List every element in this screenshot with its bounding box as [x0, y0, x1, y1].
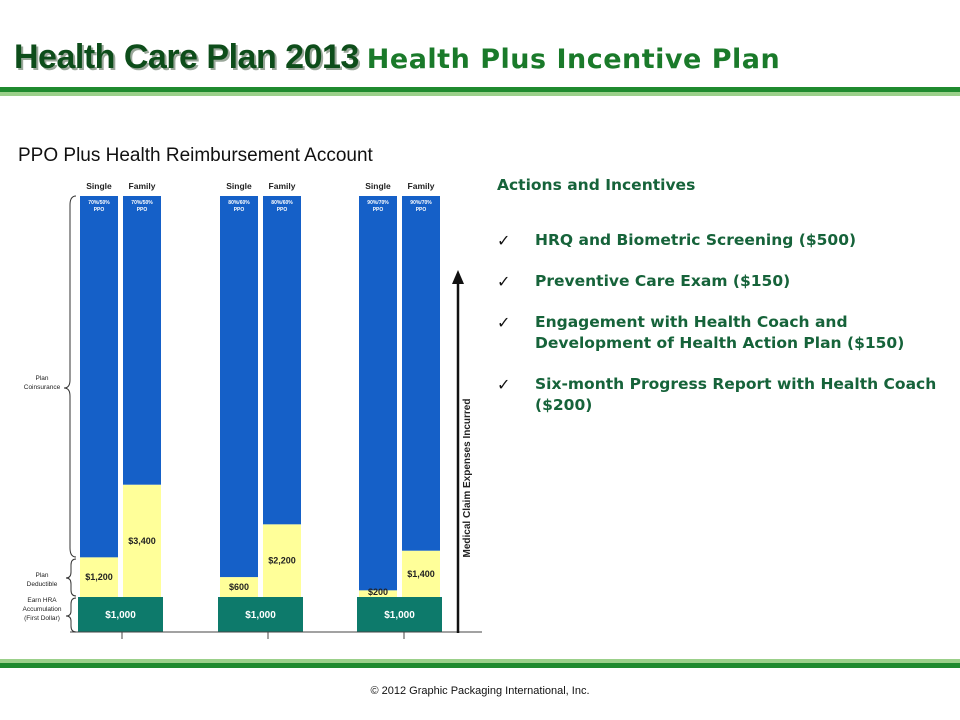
bar-header: Single	[226, 181, 252, 191]
checkmark-icon: ✓	[497, 272, 511, 291]
action-item	[497, 271, 947, 292]
deductible-label-line1: Plan	[35, 572, 49, 579]
action-item	[497, 374, 947, 416]
plan-rate-label: 70%/50%	[131, 200, 153, 206]
checkmark-icon: ✓	[497, 375, 511, 394]
bar-header: Single	[365, 181, 391, 191]
plan-type-label: PPO	[372, 207, 384, 213]
action-text: Six-month Progress Report with Health Coach ($200)	[535, 375, 937, 414]
plan-rate-label: 90%/70%	[367, 200, 389, 206]
hra-side-label-line1: Earn HRA	[27, 597, 57, 604]
coinsurance-bar	[123, 196, 161, 485]
plan-type-label: PPO	[93, 207, 105, 213]
checkmark-icon: ✓	[497, 313, 511, 332]
hra-side-label-line3: (First Dollar)	[24, 615, 60, 622]
chart-subtitle: PPO Plus Health Reimbursement Account	[18, 145, 373, 166]
bar-header: Family	[268, 181, 296, 191]
arrow-up-icon	[452, 270, 464, 284]
deductible-label-line2: Deductible	[26, 581, 58, 588]
coinsurance-label-line1: Plan	[35, 375, 49, 382]
hra-label: $1,000	[384, 610, 415, 621]
action-item	[497, 312, 947, 354]
expense-axis-label: Medical Claim Expenses Incurred	[462, 398, 473, 558]
footer-copyright: © 2012 Graphic Packaging International, Inc.	[370, 685, 590, 697]
title-sub: Health Plus Incentive Plan	[366, 44, 781, 75]
deductible-label: $2,200	[268, 555, 296, 566]
coinsurance-bar	[263, 196, 301, 524]
actions-panel	[497, 176, 947, 436]
plan-type-label: PPO	[233, 207, 245, 213]
action-text: Preventive Care Exam ($150)	[535, 272, 791, 290]
deductible-label: $1,200	[85, 572, 113, 583]
deductible-brace	[66, 559, 76, 596]
plan-rate-label: 70%/50%	[88, 200, 110, 206]
action-item	[497, 230, 947, 251]
plan-rate-label: 80%/60%	[271, 200, 293, 206]
coinsurance-label-line2: Coinsurance	[23, 384, 61, 391]
action-text: Engagement with Health Coach and Development of Health Action Plan ($150)	[535, 313, 905, 352]
hra-label: $1,000	[105, 610, 136, 621]
plan-type-label: PPO	[276, 207, 288, 213]
checkmark-icon: ✓	[497, 231, 511, 250]
deductible-label: $600	[228, 582, 250, 593]
hra-side-label-line2: Accumulation	[22, 606, 62, 613]
footer-rule-dark	[0, 663, 960, 668]
plan-type-label: PPO	[415, 207, 427, 213]
coinsurance-bar	[359, 196, 397, 590]
actions-heading: Actions and Incentives	[497, 176, 696, 194]
hra-label: $1,000	[245, 610, 276, 621]
coinsurance-bar	[220, 196, 258, 577]
plan-type-label: PPO	[136, 207, 148, 213]
bar-header: Family	[407, 181, 435, 191]
coinsurance-brace	[64, 196, 76, 557]
action-text: HRQ and Biometric Screening ($500)	[535, 231, 857, 249]
plan-rate-label: 80%/60%	[228, 200, 250, 206]
deductible-label: $1,400	[407, 568, 435, 579]
bar-header: Family	[128, 181, 156, 191]
deductible-label: $200	[367, 587, 389, 597]
coinsurance-bar	[402, 196, 440, 551]
title-main: Health Care Plan 2013	[14, 38, 359, 76]
hra-brace	[66, 598, 76, 632]
plan-rate-label: 90%/70%	[410, 200, 432, 206]
deductible-label: $3,400	[128, 535, 156, 546]
coinsurance-bar	[80, 196, 118, 557]
bar-header: Single	[86, 181, 112, 191]
